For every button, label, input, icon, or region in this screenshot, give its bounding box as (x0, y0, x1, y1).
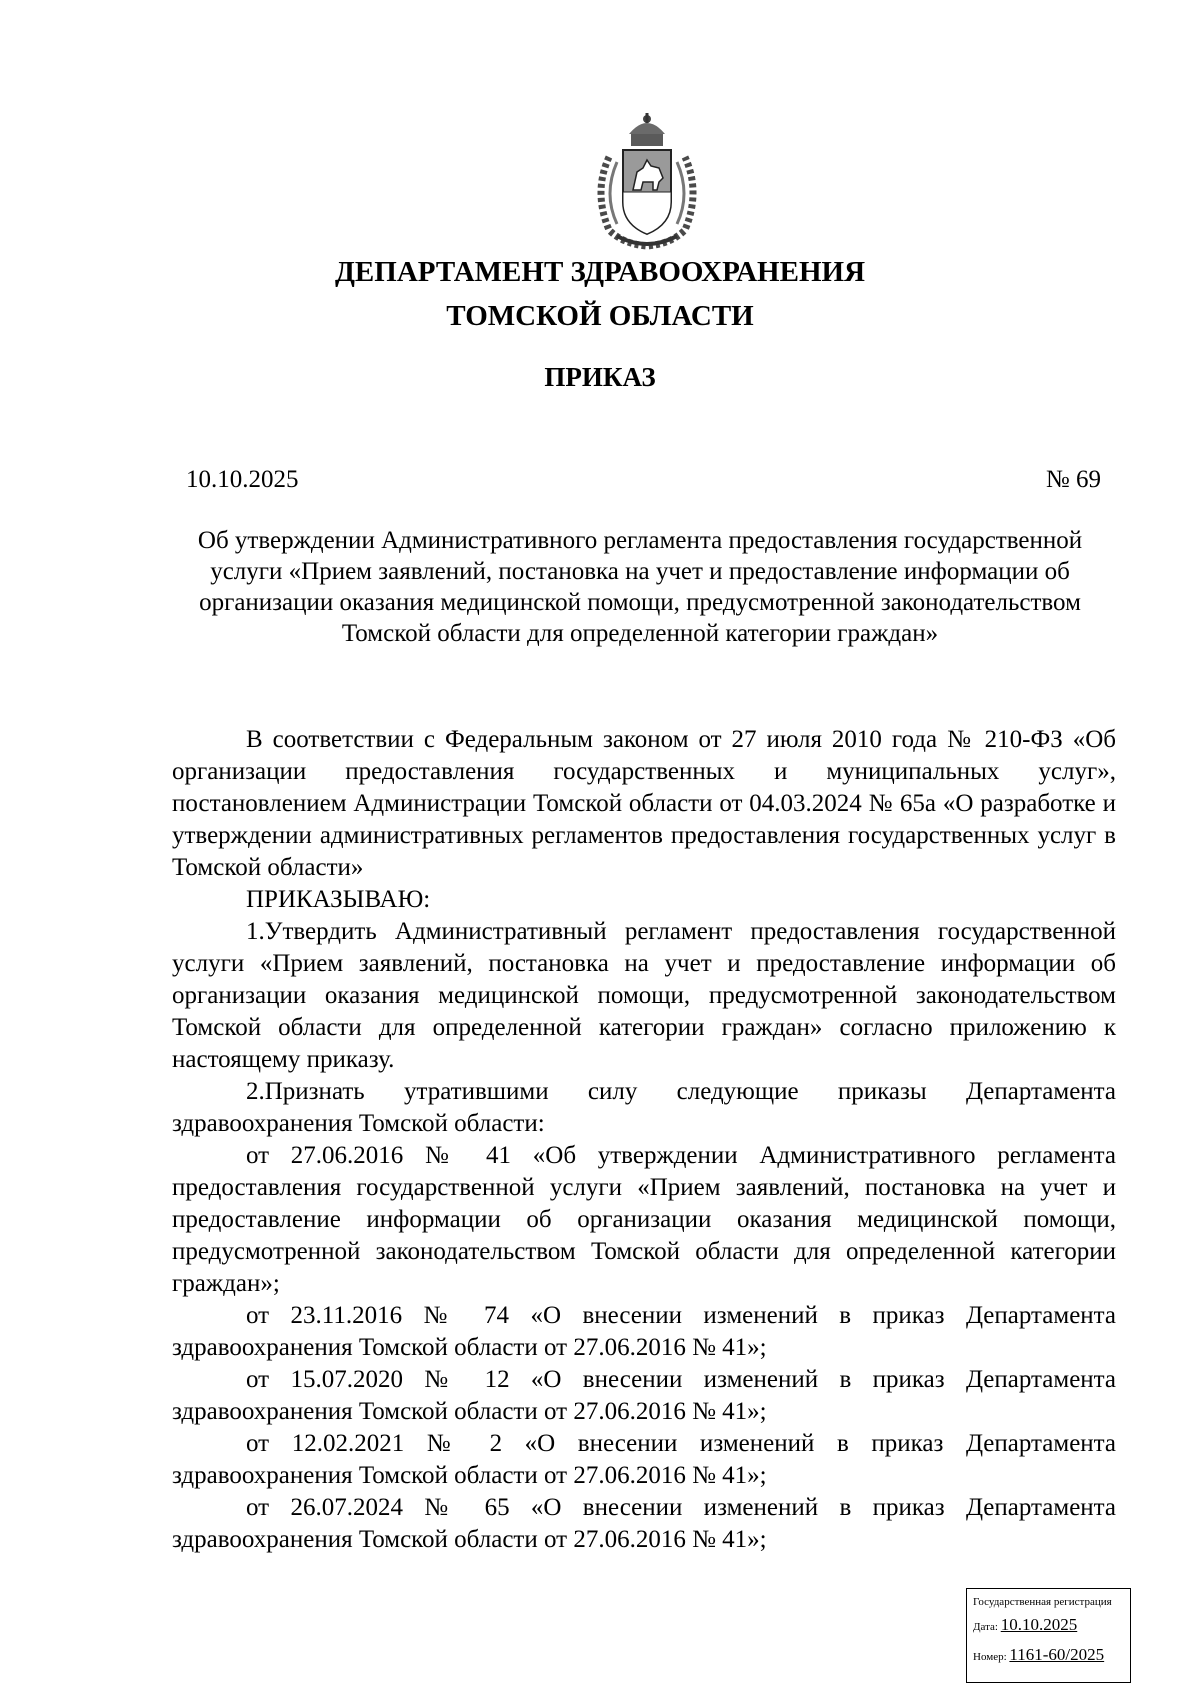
stamp-date-row (973, 1611, 1124, 1641)
order-date: 10.10.2025 (186, 466, 299, 493)
stamp-number-label: Номер: (973, 1651, 1007, 1663)
stamp-number-row (973, 1641, 1124, 1671)
stamp-date-value: 10.10.2025 (1000, 1615, 1078, 1634)
stamp-date-label: Дата: (973, 1621, 998, 1633)
repealed-order-item: от 26.07.2024 № 65 «О внесении изменений в приказ Департамента здравоохранения Томской области от 27.06.2016 № 41»; (172, 1494, 1116, 1553)
repealed-order-item: от 12.02.2021 № 2 «О внесении изменений в приказ Департамента здравоохранения Томской области от 27.06.2016 № 41»; (172, 1430, 1116, 1489)
stamp-title: Государственная регистрация (973, 1596, 1112, 1608)
document-type-heading: ПРИКАЗ (544, 362, 656, 392)
repealed-order-item: от 27.06.2016 № 41 «Об утверждении Административного регламента предоставления государственной услуги «Прием заявлений, постановка на учет и предоставление информации об организации оказания медицинской помощи, предусмотренной законодательством Томской области для определенной категории граждан»; (172, 1142, 1116, 1297)
department-line-1: ДЕПАРТАМЕНТ ЗДРАВООХРАНЕНИЯ (334, 256, 866, 288)
department-line-2: ТОМСКОЙ ОБЛАСТИ (446, 300, 754, 332)
order-number: № 69 (1045, 466, 1101, 493)
registration-stamp (966, 1588, 1131, 1683)
order-subject: Об утверждении Административного регламента предоставления государственной услуги «Прием заявлений, постановка на учет и предоставление информации об организации оказания медицинской помощи, предусмотренной законодательством Томской области для определенной категории граждан» (197, 527, 1083, 647)
department-title (0, 250, 1200, 338)
clause-1-paragraph: 1.Утвердить Административный регламент предоставления государственной услуги «Прием заявлений, постановка на учет и предоставление информации об организации оказания медицинской помощи, предусмотренной законодательством Томской области для определенной категории граждан» согласно приложению к настоящему приказу. (172, 918, 1116, 1073)
repealed-order-item: от 23.11.2016 № 74 «О внесении изменений в приказ Департамента здравоохранения Томской области от 27.06.2016 № 41»; (172, 1302, 1116, 1361)
coat-of-arms-icon (587, 112, 707, 252)
preamble-paragraph: В соответствии с Федеральным законом от 27 июля 2010 года № 210-ФЗ «Об организации предоставления государственных и муниципальных услуг», постановлением Администрации Томской области от 04.03.2024 № 65а «О разработке и утверждении административных регламентов предоставления государственных услуг в Томской области» (172, 726, 1116, 881)
order-directive: ПРИКАЗЫВАЮ: (246, 886, 431, 913)
clause-2-paragraph: 2.Признать утратившими силу следующие приказы Департамента здравоохранения Томской области: (172, 1078, 1116, 1137)
repealed-order-item: от 15.07.2020 № 12 «О внесении изменений в приказ Департамента здравоохранения Томской области от 27.06.2016 № 41»; (172, 1366, 1116, 1425)
stamp-number-value: 1161-60/2025 (1009, 1645, 1105, 1664)
order-body (172, 724, 1116, 1556)
